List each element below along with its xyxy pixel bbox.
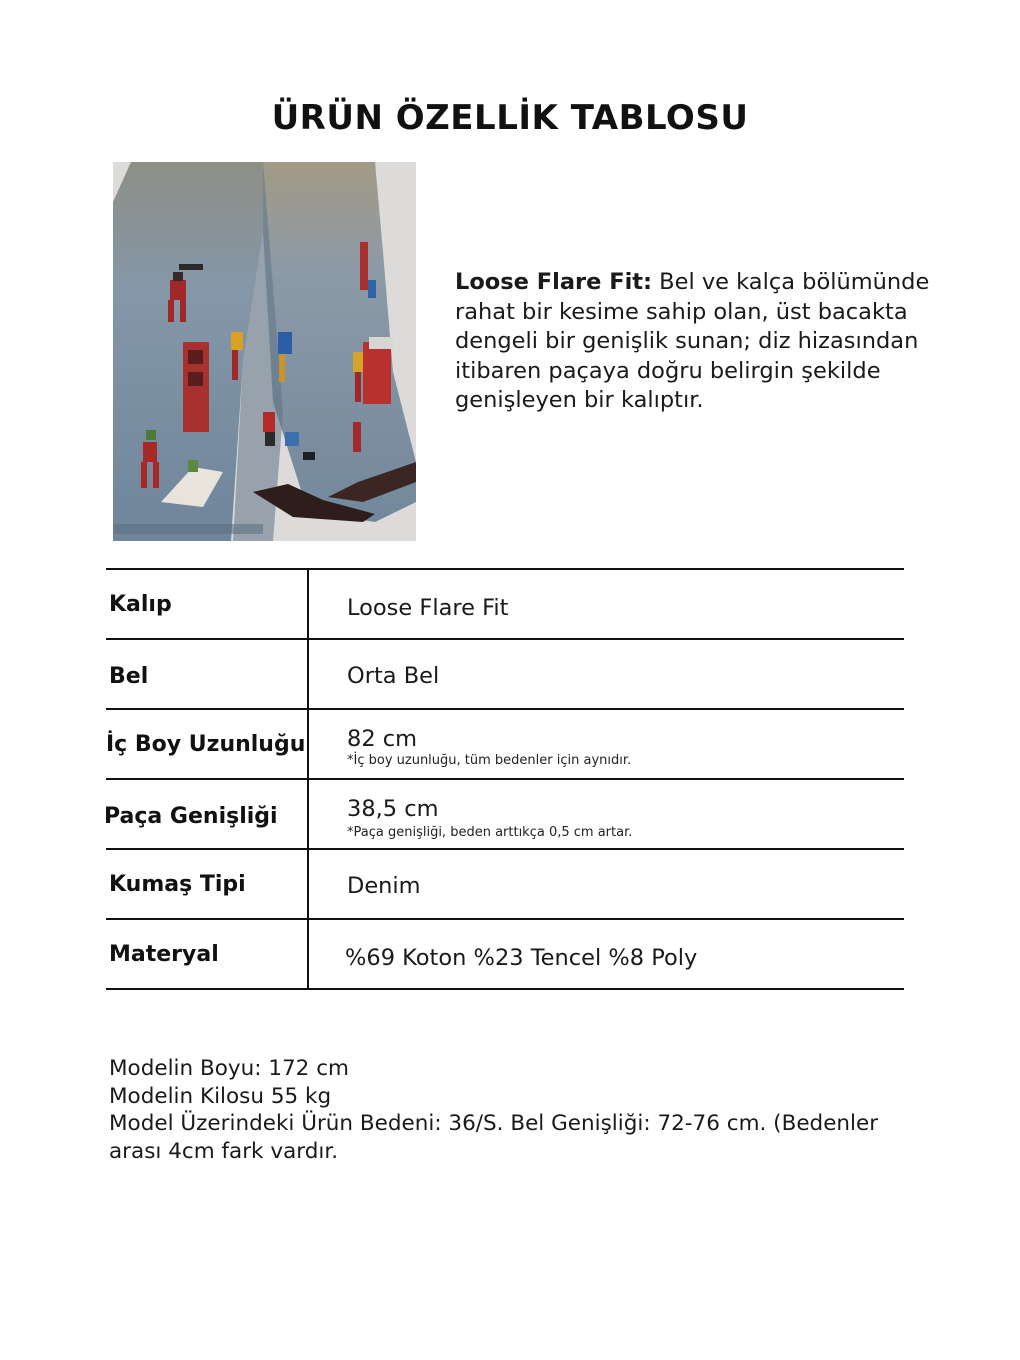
column-divider — [307, 638, 309, 710]
spec-row-bel — [106, 640, 904, 710]
spec-value: Loose Flare Fit — [347, 595, 509, 621]
column-divider — [307, 708, 309, 780]
spec-value-cell — [347, 640, 439, 710]
spec-row-ic-boy — [106, 710, 904, 780]
product-description — [455, 268, 945, 416]
spec-label: Bel — [109, 663, 149, 689]
spec-table — [106, 568, 904, 990]
spec-note: *Paça genişliği, beden arttıkça 0,5 cm artar. — [347, 825, 633, 840]
spec-label: Materyal — [109, 941, 219, 967]
spec-value-cell — [347, 710, 631, 778]
spec-label: Kalıp — [109, 591, 172, 617]
spec-value: 38,5 cm — [347, 796, 439, 822]
description-text: Bel ve kalça bölümünde rahat bir kesime sahip olan, üst bacakta dengeli bir genişlik sunan; diz hizasından itibaren paçaya doğru belirgin şekilde genişleyen bir kalıptır. — [455, 269, 930, 413]
spec-label: İç Boy Uzunluğu — [106, 731, 306, 757]
product-image — [113, 162, 416, 541]
column-divider — [307, 778, 309, 850]
column-divider — [307, 918, 309, 990]
model-weight: Modelin Kilosu 55 kg — [109, 1083, 332, 1109]
spec-label: Paça Genişliği — [104, 803, 278, 829]
spec-value: Orta Bel — [347, 663, 440, 689]
model-height: Modelin Boyu: 172 cm — [109, 1056, 349, 1081]
spec-value-cell — [347, 780, 632, 848]
spec-value: %69 Koton %23 Tencel %8 Poly — [345, 945, 698, 971]
column-divider — [307, 848, 309, 920]
spec-row-kalip — [106, 570, 904, 640]
spec-row-paca — [106, 780, 904, 850]
page-title: ÜRÜN ÖZELLİK TABLOSU — [271, 98, 749, 138]
spec-value: Denim — [347, 873, 421, 899]
model-info — [109, 1055, 909, 1165]
spec-value-cell — [345, 920, 697, 992]
description-lead: Loose Flare Fit: — [455, 269, 653, 295]
column-divider — [307, 568, 309, 640]
spec-row-kumas — [106, 850, 904, 920]
spec-label: Kumaş Tipi — [109, 871, 246, 897]
spec-value-cell — [347, 850, 421, 920]
spec-note: *İç boy uzunluğu, tüm bedenler için aynıdır. — [347, 753, 632, 768]
spec-value: 82 cm — [347, 726, 418, 752]
model-size: Model Üzerindeki Ürün Bedeni: 36/S. Bel Genişliği: 72-76 cm. (Bedenler arası 4cm fark vardır. — [109, 1111, 879, 1164]
spec-value-cell — [347, 570, 509, 642]
spec-row-materyal — [106, 920, 904, 990]
